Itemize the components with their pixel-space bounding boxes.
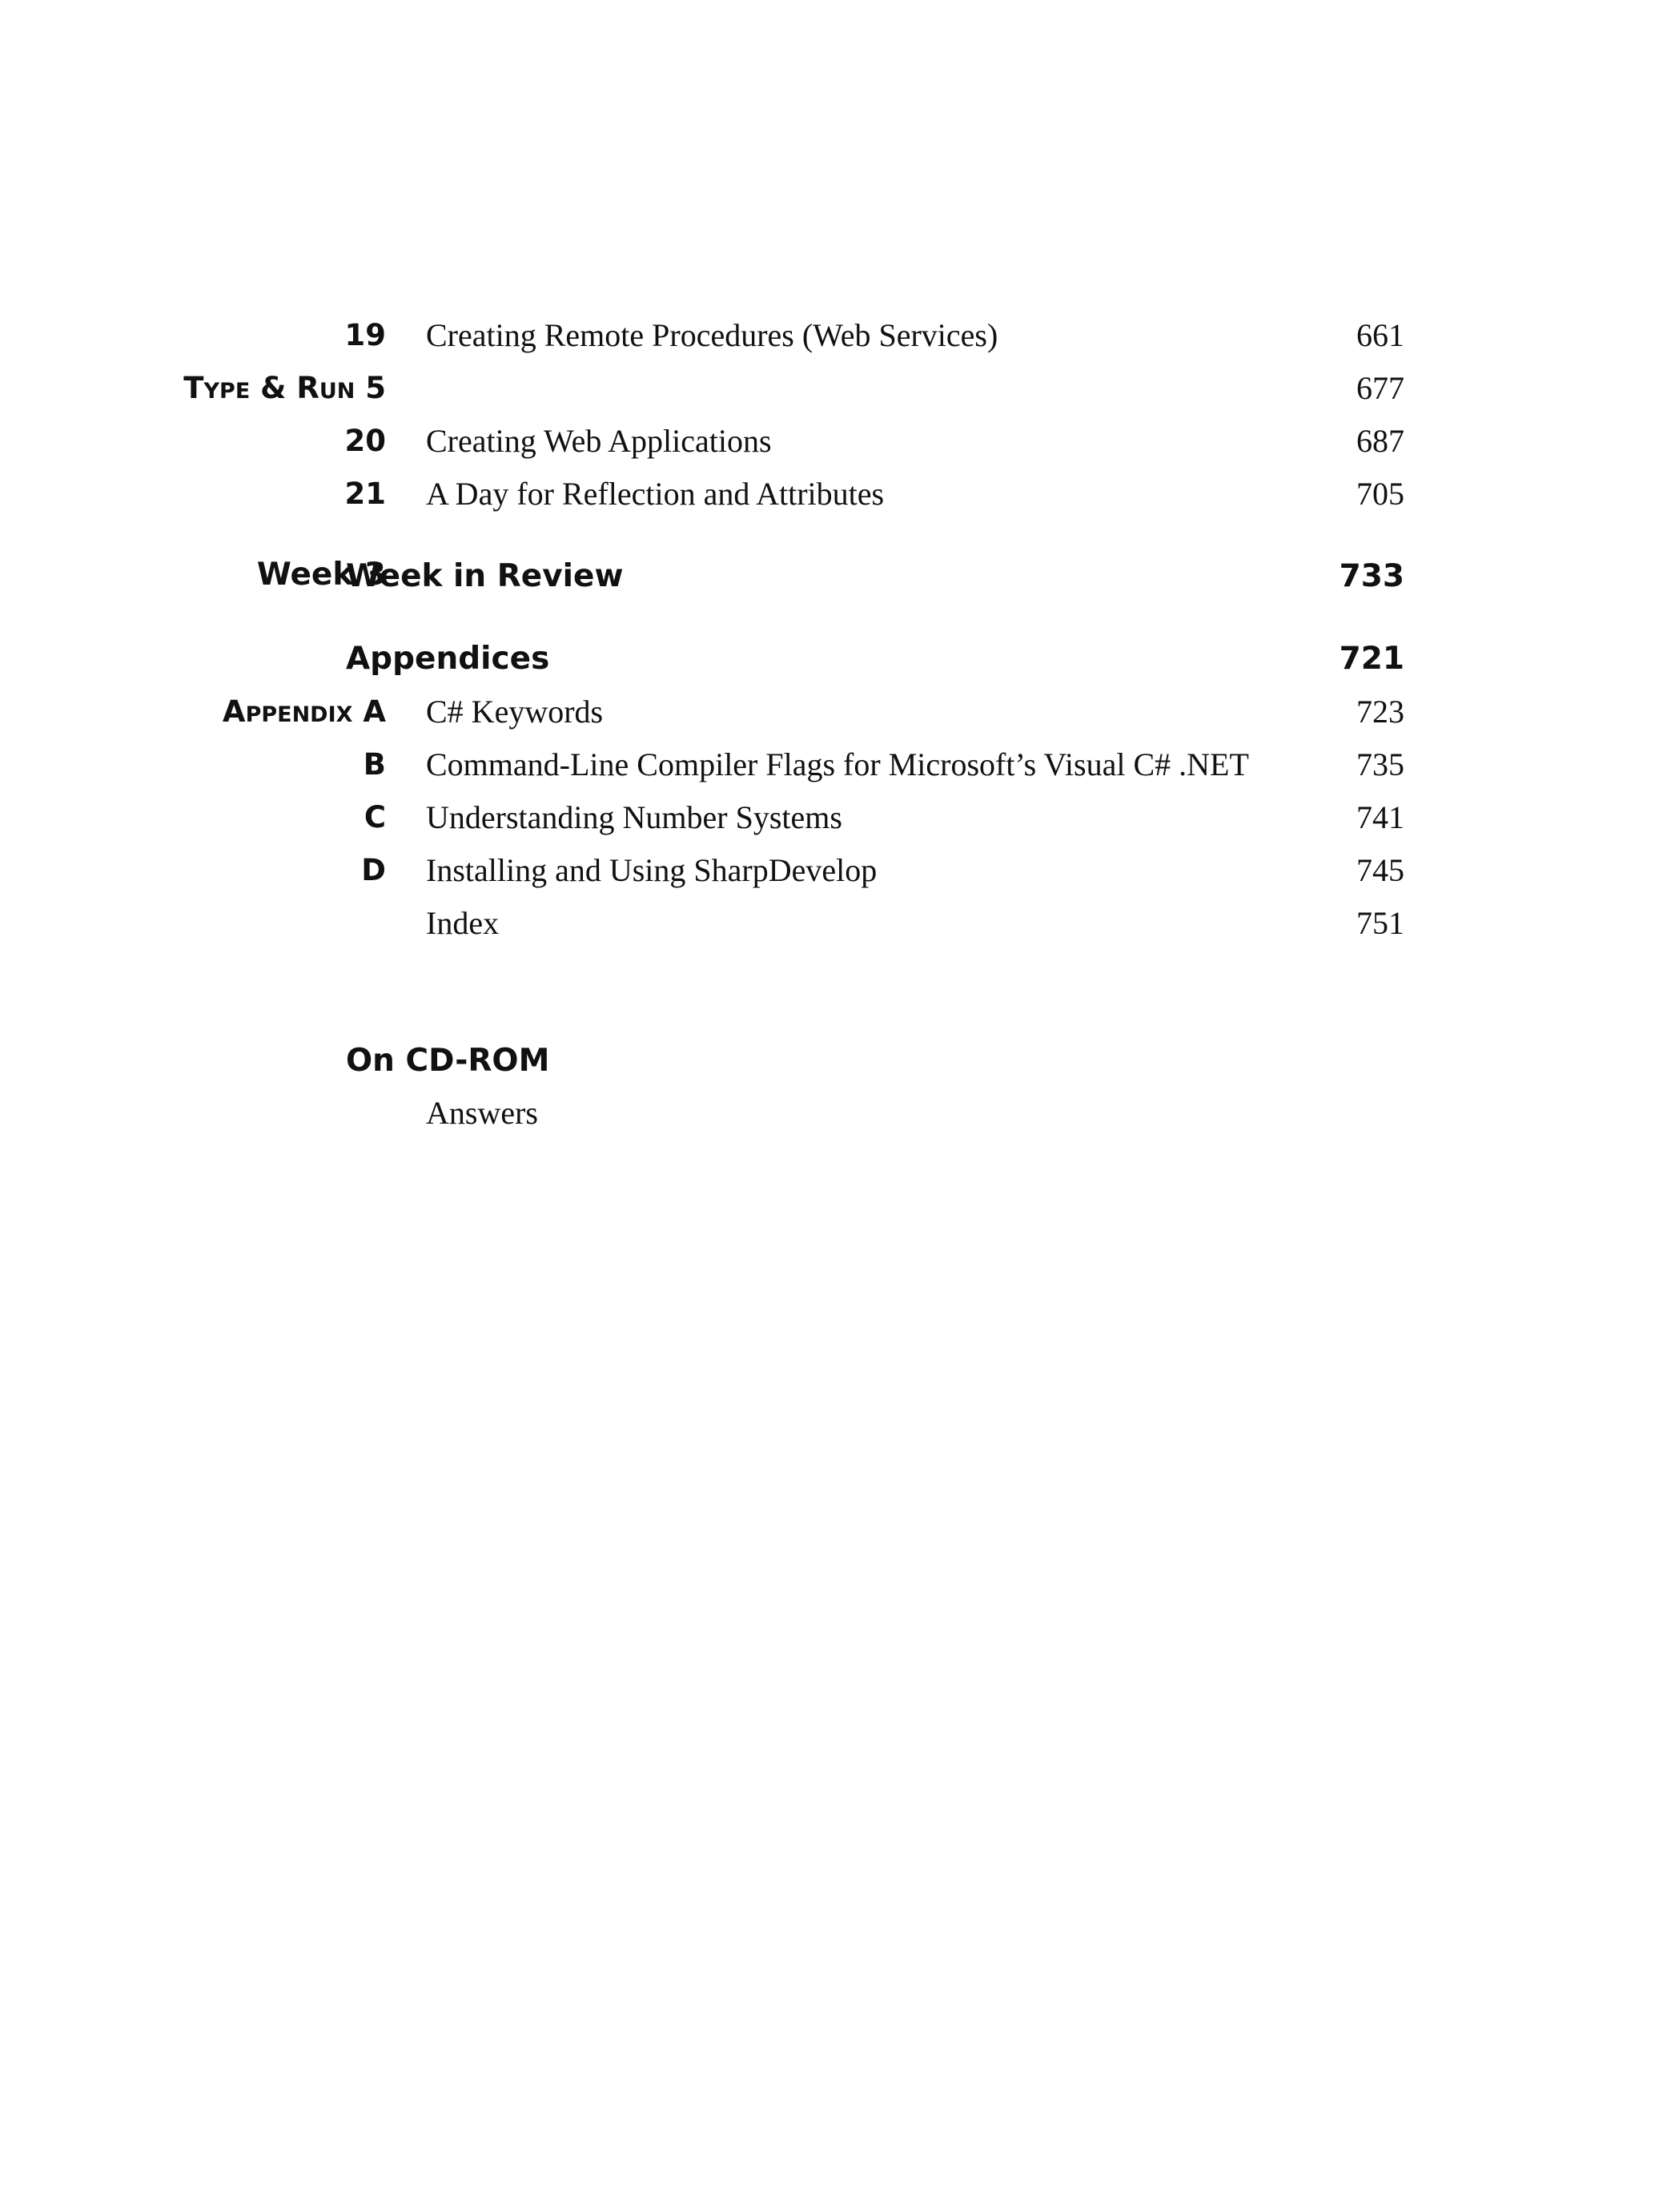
toc-section-cdrom [0,1030,1671,1086]
page-number: 741 [1356,799,1404,835]
appendix-letter: C [364,800,386,835]
page-number: 723 [1356,694,1404,730]
chapter-number: 20 [344,424,386,458]
page-number: 705 [1356,476,1404,512]
page-number: 733 [1339,558,1404,594]
index-title: Index [426,905,500,941]
toc-entry-chapter-21[interactable] [0,464,1671,520]
type-and-run-label: TYPE & RUN 5 [183,371,386,405]
toc-entry-chapter-19[interactable] [0,305,1671,361]
cdrom-item-title: Answers [426,1095,538,1131]
chapter-title: Creating Remote Procedures (Web Services) [426,317,998,353]
toc-entry-appendix-d[interactable] [0,840,1671,896]
appendix-letter: D [361,853,386,887]
week-title: Week in Review [346,558,624,594]
page-number: 751 [1356,905,1404,941]
toc-entry-index[interactable] [0,893,1671,949]
toc-entry-chapter-20[interactable] [0,411,1671,467]
appendix-label: APPENDIX A [222,694,386,729]
page-number: 661 [1356,317,1404,353]
toc-section-appendices[interactable] [0,628,1671,684]
section-heading: Appendices [346,641,550,677]
page-number: 745 [1356,852,1404,888]
page-number: 677 [1356,370,1404,406]
toc-entry-type-and-run-5[interactable] [0,358,1671,414]
appendix-title: C# Keywords [426,694,604,730]
toc-entry-week-3[interactable] [0,545,1671,601]
chapter-number: 21 [344,477,386,511]
toc-entry-appendix-b[interactable] [0,734,1671,790]
section-heading: On CD-ROM [346,1043,550,1079]
page-number: 721 [1339,641,1404,677]
toc-entry-appendix-a[interactable] [0,682,1671,738]
chapter-number: 19 [344,318,386,352]
toc-entry-appendix-c[interactable] [0,787,1671,843]
appendix-letter: B [363,747,386,782]
chapter-title: Creating Web Applications [426,423,772,459]
appendix-title: Command-Line Compiler Flags for Microsoft’s Visual C# .NET [426,746,1249,782]
toc-entry-answers[interactable] [0,1083,1671,1139]
chapter-title: A Day for Reflection and Attributes [426,476,885,512]
appendix-title: Understanding Number Systems [426,799,842,835]
week-label: Week 3 [256,557,386,593]
page-number: 687 [1356,423,1404,459]
appendix-title: Installing and Using SharpDevelop [426,852,878,888]
page-number: 735 [1356,746,1404,782]
